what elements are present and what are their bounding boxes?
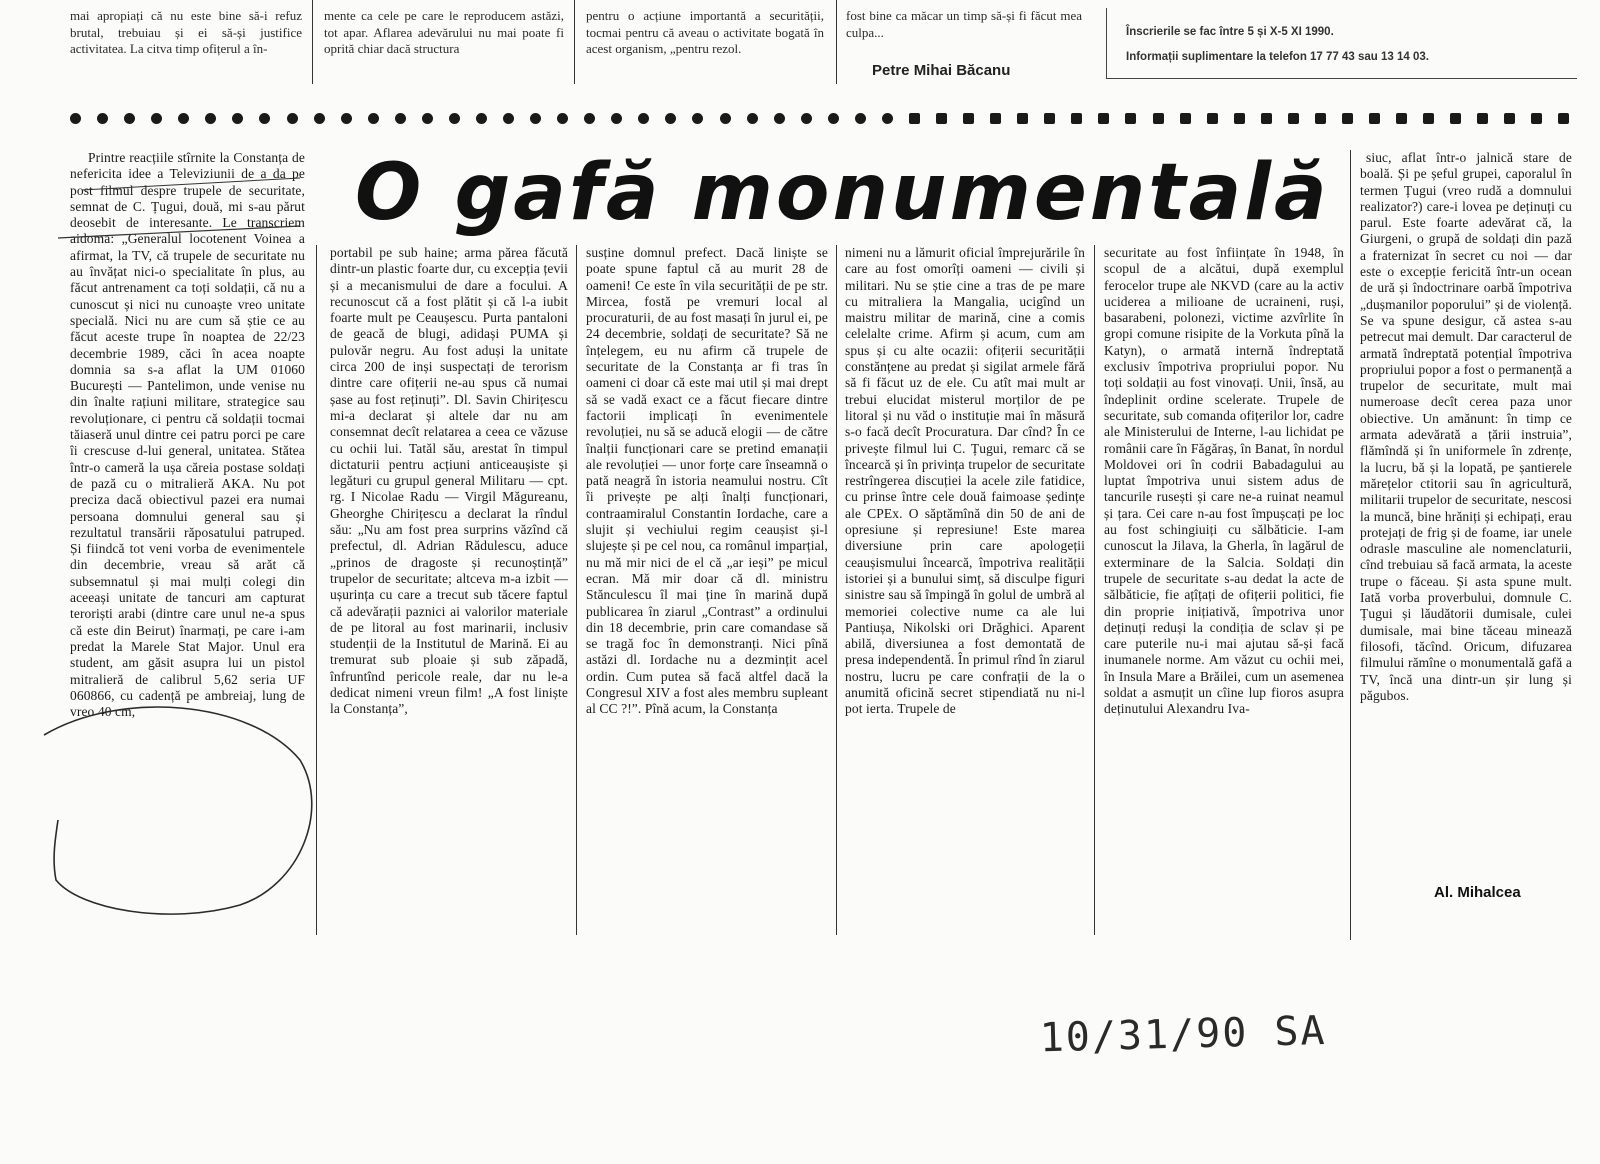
- top-article-fragment-1: mai apropiați că nu este bine să-i refuz brutal, trebuiau și ei să-și justifice activitatea. La citva timp ofițerul a în-: [70, 8, 302, 56]
- top-byline: Petre Mihai Băcanu: [872, 62, 1011, 79]
- hand-drawn-circle: [44, 707, 312, 914]
- article-signature: Al. Mihalcea: [1434, 884, 1521, 901]
- handwritten-date: 10/31/90 SA: [1039, 1007, 1328, 1062]
- info-line-2: Informații suplimentare la telefon 17 77 43 sau 13 14 03.: [1126, 51, 1429, 63]
- top-article-fragment-4: fost bine ca măcar un timp să-și fi făcut mea culpa...: [846, 8, 1082, 40]
- top-article-fragment-2: mente ca cele pe care le reproducem astăzi, tot apar. Aflarea adevărului nu mai poate fi oprită chiar dacă structura: [324, 8, 564, 56]
- column-3-text: susține domnul prefect. Dacă liniște se poate spune faptul că au murit 28 de oameni! Ce este în vila securității de pe str. Mircea, fostă pe vremuri local al procuraturii, de au fost masați în jurul ei, pe 24 decembrie, soldați de securitate? Să ne înțelegem, eu nu afirm că trupele de securitate de la Constanța ar fi tras în oameni ci doar că este mai util și mai drept să se vadă exact ce a făcut fiecare dintre factorii implicați în evenimentele revoluției, nu să se aducă elogii — de către înalții funcționari care se pretind emanații ale revoluției — unor forțe care înseamnă o pată neagră în istoria neamului nostru. Cît îi privește pe alți înalți funcționari, contraamiralul Constantin Iordache, care a slujit și vechiului regim ceaușist și-l slujește și pe cel nou, ca românul imparțial, nu mă mir nici de el că „ar ieși” pe micul ecran. Mă mir doar că dl. ministru Stănculescu îl mai ține în marină după publicarea în ziarul „Contrast” a ordinului din 18 decembrie, prin care comandase să se tragă foc în demonstranți. Nici pînă astăzi dl. Iordache nu a dezmințit acel ordin. Cum putea să facă altfel dacă la Congresul XIV a fost ales membru supleant al CC ?!”. Pînă acum, la Constanța: [586, 245, 828, 717]
- top-article-fragment-3: pentru o acțiune importantă a securității, tocmai pentru că aveau o activitate bogată în acest organism, „pentru rezol.: [586, 8, 824, 56]
- column-4-text: nimeni nu a lămurit oficial împrejurările în care au fost omorîți oameni — civili și militari. Nu se știe cine a tras de pe mare cu mitraliera la Mangalia, ucigînd un maistru militar de marină, cine a comis celelalte crime. Afirm și acum, cum am spus și cu alte ocazii: ofițerii securității constănțene au predat și sigilat armele fără să fi făcut uz de ele. Cu atît mai mult ar trebui elucidat misterul morților de pe litoral și nu văd o instituție mai în măsură s-o facă decît Procuratura. Dar cînd? În ce privește filmul lui C. Țugui, remarc că se încearcă și în privința trupelor de securitate restrîngerea discuției la acele zile fatidice, cu prinse între cele două faimoase ședințe ale CPEx. O săptămînă din 50 de ani de opresiune și represiune! Este marea diversiune prin care apologeții ceaușismului încearcă, împotriva realității istoriei și a bunului simț, să disculpe figuri sinistre sau să împingă în golul de umbră al memoriei colective nume ca ale lui Pantiușa, Nikolski ori Drăghici. Aparent abilă, diversiunea a fost demontată de presa independentă. În primul rînd în ziarul nostru, lucru pe care confrații de la o anumită oficină secret stipendiată nu ni-l pot ierta. Trupele de: [845, 245, 1085, 717]
- column-1-text: Printre reacțiile stîrnite la Constanța de nefericita idee a Televiziunii de a da pe post filmul despre trupele de securitate, semnat de C. Țugui, două, mi s-au părut deosebit de interesante. Le transcriem aidoma: „Generalul locotenent Voinea a afirmat, la TV, că trupele de securitate nu au învățat nici-o specialitate în plus, au făcut antrenament ca toți soldații, că nu a cunoscut și nici nu cunoaște vreo unitate specială. Nici nu are cum să știe ce au făcut aceste trupe în noaptea de 22/23 decembrie 1989, căci în acea noapte domnia sa s-a aflat la UM 01060 București — Pantelimon, unde venise nu din înalte rațiuni militare, strategice sau revoluționare, ci pentru că soldații tocmai tăiaseră unul dintre cei patru porci pe care îi crescuse d-lui general, unitatea. Stătea într-o cameră la ușa căreia postase soldați de pază cu o mitralieră AKA. Nu pot preciza dacă obiectivul pazei era numai persoana domnului general sau și rezultatul transării răposatului patruped. Și fiindcă tot veni vorba de evenimentele din decembrie, vreau să arăt că subsemnatul și mai mulți colegi din aceeași unitate de tancuri am capturat teroriști arabi (dintre care unul ne-a spus că este din Beirut) înarmați, pe care i-am predat la Marele Stat Major. Unul era student, am găsit asupra lui un pistol mitralieră de calibrul 5,62 seria UF 060866, cu cadență pe ambreiaj, lung de vreo 40 cm,: [70, 150, 305, 720]
- hand-underline: [82, 178, 300, 190]
- column-2-text: portabil pe sub haine; arma părea făcută dintr-un plastic foarte dur, cu excepția țevii și a mecanismului de dare a focului. A recunoscut că a fost plătit și că l-a iubit foarte mult pe Ceaușescu. Purta pantaloni de geacă de blugi, adidași PUMA și pulovăr negru. Au fost aduși la unitate circa 200 de inși suspectați de terorism dintre care ofițerii ne-au spus că numai șase au fost reținuți”. Dl. Savin Chirițescu mi-a declarat și altele dar nu am consemnat decît relatarea a ceea ce văzuse cu ochii lui. Tatăl său, arestat în timpul dictaturii pentru acțiuni anticeaușiste și legături cu grupul general Militaru — cpt. rg. I Nicolae Radu — Virgil Măgureanu, Gheorghe Chirițescu a declarat la rîndul său: „Nu am fost prea surprins văzînd că prefectul, dl. Adrian Rădulescu, aduce „prinos de dragoste și recunoștință” trupelor de securitate; altceva m-a izbit — ușurința cu care a trecut sub tăcere faptul că adevărații paznici ai valorilor materiale de pe litoral au fost marinarii, inclusiv studenții de la Institutul de Marină. Ei au tremurat sub ploaie și sub zăpadă, înfruntînd pericole reale, dar nu le-a dedicat nimeni vreun film! „A fost liniște la Constanța”,: [330, 245, 568, 717]
- article-headline: O gafă monumentală: [355, 148, 1330, 238]
- hand-underline: [58, 226, 300, 238]
- info-line-1: Înscrierile se fac între 5 și X-5 XI 1990.: [1126, 26, 1334, 38]
- column-5-text: securitate au fost înființate în 1948, în scopul de a alcătui, după exemplul ferocelor trupe ale NKVD (care au la activ uciderea a milioane de ucraineni, ruși, basarabeni, polonezi, victime azvîrlite în gropi comune risipite de la Vorkuta pînă la Katyn), o armată internă îndreptată exclusiv împotriva propriului popor. Nu toți soldații au fost vinovați. Unii, însă, au îndeplinit ordine scelerate. Trupele de securitate, sub comanda ofițerilor lor, cadre ale Ministerului de Interne, l-au lichidat pe românii care în Făgăraș, în Banat, în nordul Moldovei ori în codrii Babadagului au luptat împotriva unui sistem adus de tancurile rusești și care ne-a ruinat neamul și țara. Cei care n-au fost împușcați pe loc au fost schingiuiți cu sălbăticie. I-am cunoscut la Jilava, la Gherla, în lagărul de exterminare de la Salcia. Soldați din trupele de securitate s-au dedat la acte de sălbăticie, fie ațîțați de ofițerii politici, fie din proprie inițiativă, împotriva unor deținuți reduși la condiția de sclav și pe care puterile nu-i mai ajutau să-și facă inumanele norme. Am văzut cu ochii mei, în Insula Mare a Brăilei, cum un asemenea soldat a asmuțit un cîine lup fioros asupra deținutului Alexandru Iva-: [1104, 245, 1344, 717]
- column-6-text: siuc, aflat într-o jalnică stare de boală. Și pe șeful grupei, caporalul în termen Țugui (vreo rudă a domnului realizator?) care-i lovea pe deținuți cu parul. Este foarte adevărat că, la Giurgeni, o grupă de soldați din pază a fraternizat în secret cu noi — dar este o excepție fericită într-un ocean de ură și îndoctrinare oarbă împotriva „dușmanilor poporului” și de violență. Se va spune desigur, că astea s-au petrecut mai demult. Dar caracterul de armată îndreptată potențial împotriva propriului popor a fost o permanență a trupelor de securitate, mult mai numeroase decît cerea paza unor obiective. Un amănunt: în timp ce armata adevărată a țării instruia”, flămîndă și în uniformele în zdrențe, la lucru, bă și la lopată, pe șantierele mărețelor ctitorii sau în agricultură, militarii trupelor de securitate, nescosi la muncă, bine hrăniți și echipați, erau protejați de frig și de foame, iar unele odrasle masculine ale nomenclaturii, cînd trebuiau să facă armata, la aceste trupe o făceau. Și asta spune mult. Iată vorba proverbului, domnule C. Țugui și lăudătorii dumisale, culei dumisale, mai bine tăceau minează filosofi, tăcînd. Oricum, difuzarea filmului rămîne o monumentală gafă a TV, încă una dintr-un șir lung și păgubos.: [1360, 150, 1572, 703]
